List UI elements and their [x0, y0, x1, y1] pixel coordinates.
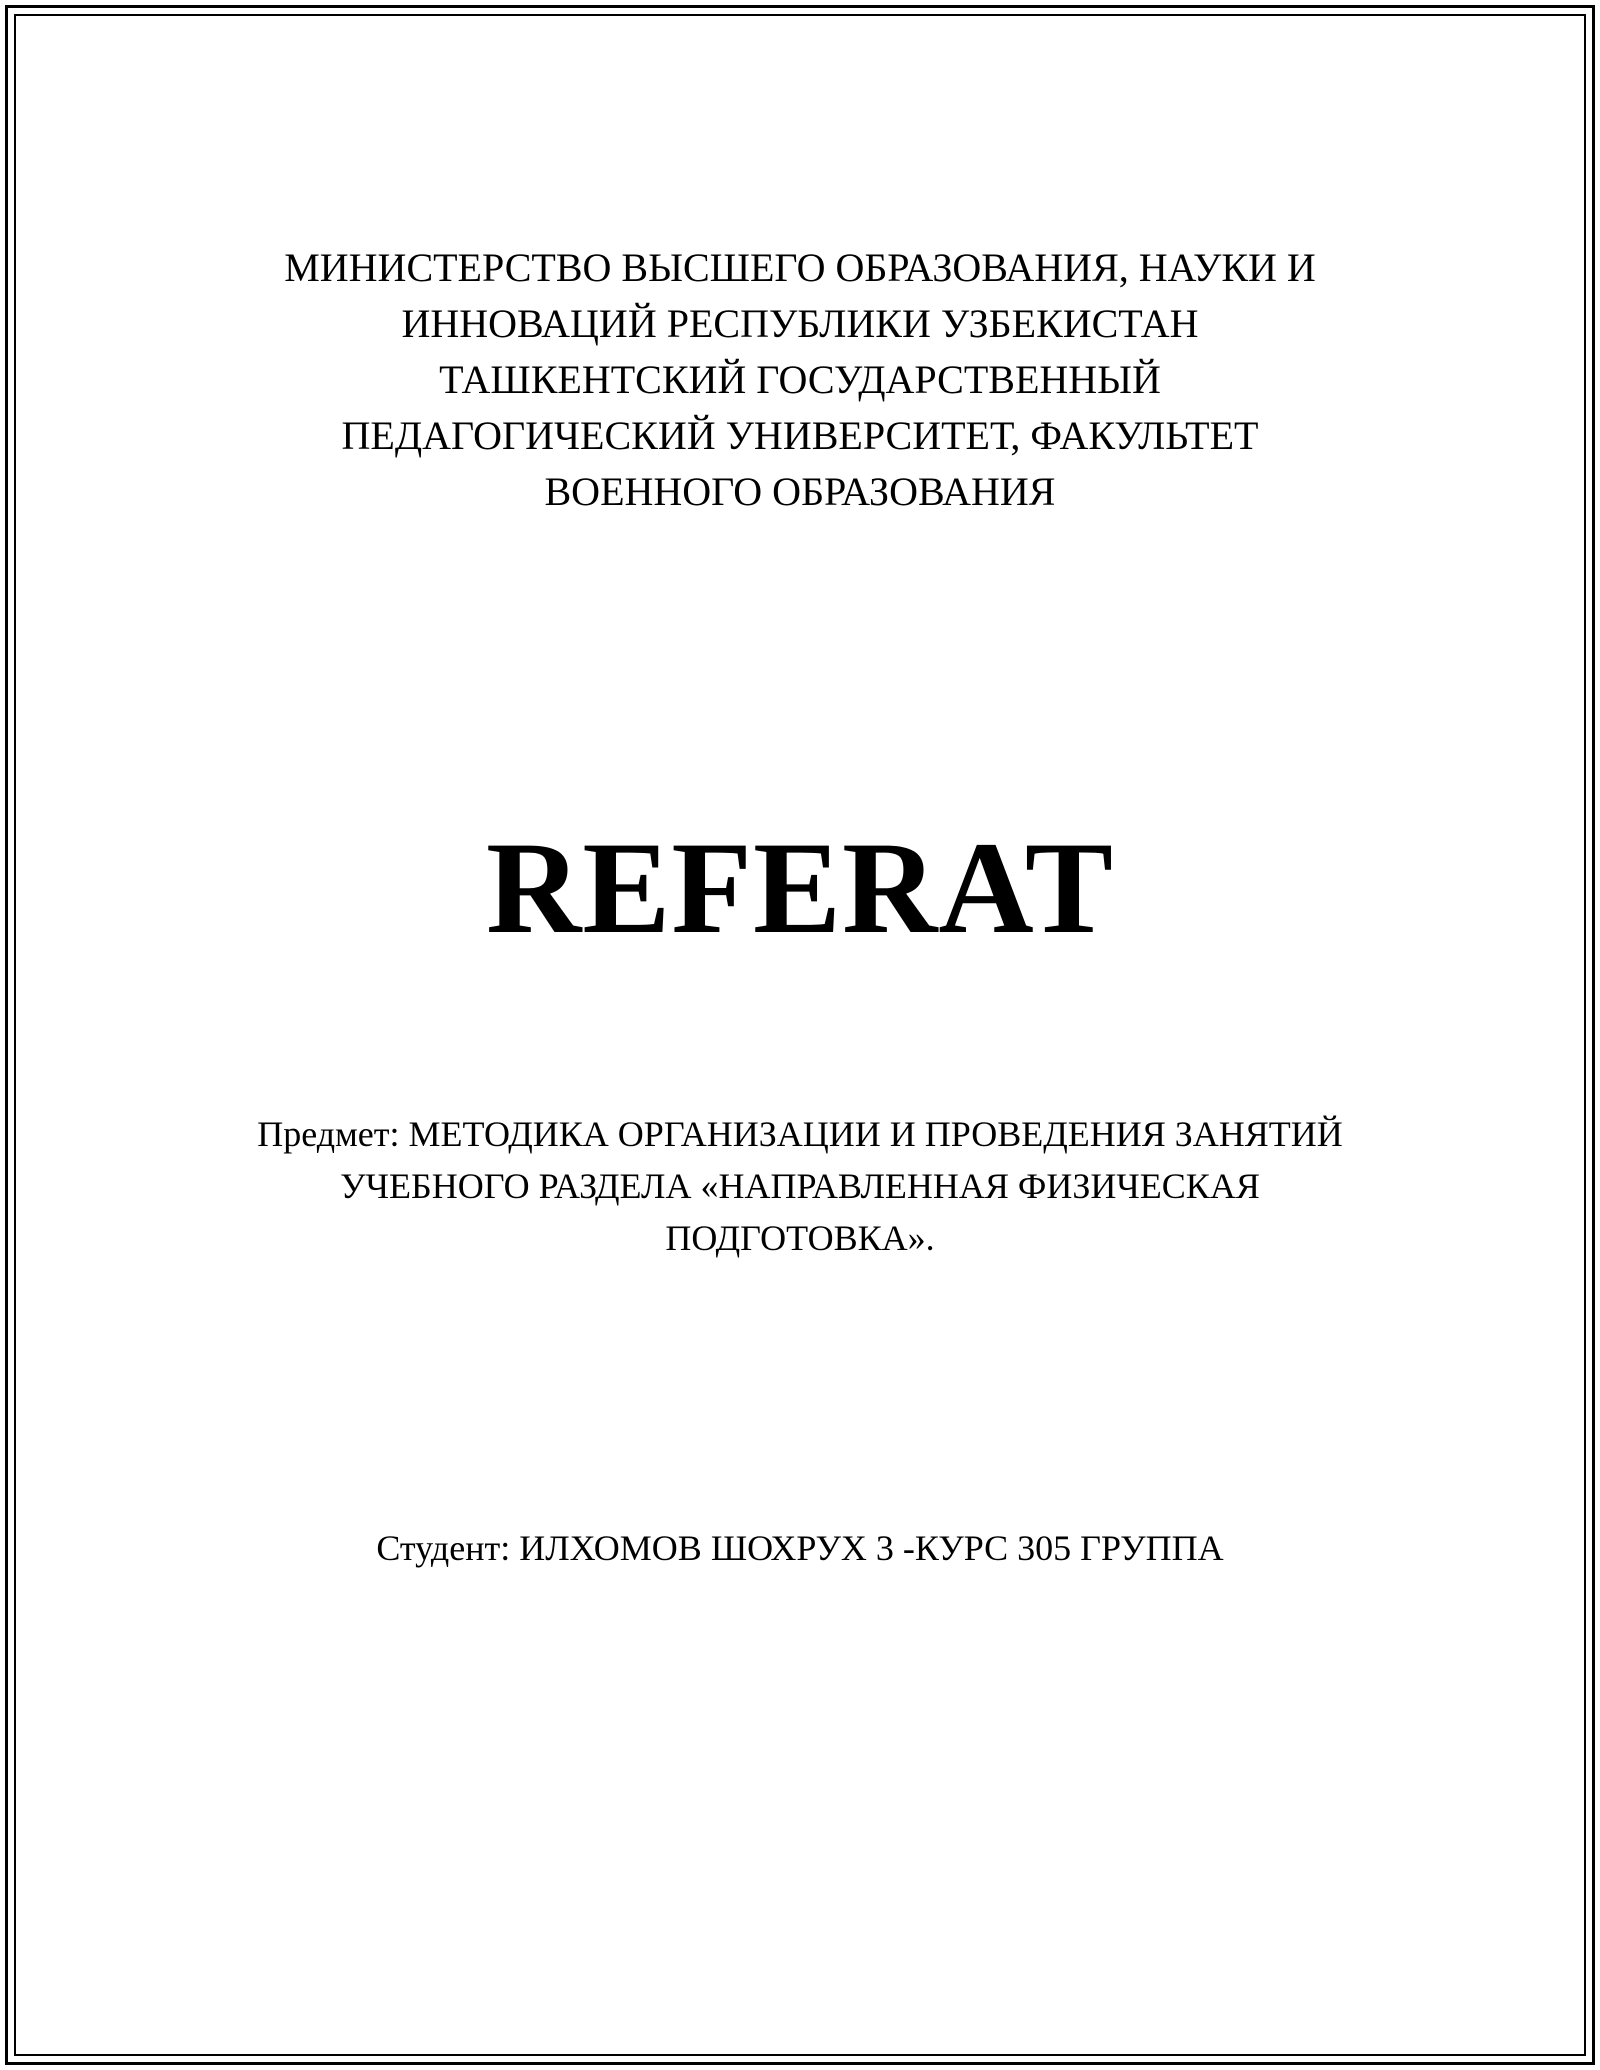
header-line: ВОЕННОГО ОБРАЗОВАНИЯ — [544, 469, 1056, 514]
header-line: ИННОВАЦИЙ РЕСПУБЛИКИ УЗБЕКИСТАН — [401, 301, 1199, 346]
header-line: ПЕДАГОГИЧЕСКИЙ УНИВЕРСИТЕТ, ФАКУЛЬТЕТ — [341, 413, 1259, 458]
header-line: ТАШКЕНТСКИЙ ГОСУДАРСТВЕННЫЙ — [439, 357, 1161, 402]
subject-block — [0, 1108, 1600, 1264]
subject-line: Предмет: МЕТОДИКА ОРГАНИЗАЦИИ И ПРОВЕДЕНИЯ ЗАНЯТИЙ — [257, 1114, 1343, 1154]
document-title: REFERAT — [486, 814, 1114, 961]
subject-line: ПОДГОТОВКА». — [665, 1218, 935, 1258]
header-line: МИНИСТЕРСТВО ВЫСШЕГО ОБРАЗОВАНИЯ, НАУКИ И — [284, 245, 1316, 290]
student-info: Студент: ИЛХОМОВ ШОХРУХ 3 -КУРС 305 ГРУППА — [376, 1528, 1224, 1568]
subject-line: УЧЕБНОГО РАЗДЕЛА «НАПРАВЛЕННАЯ ФИЗИЧЕСКАЯ — [340, 1166, 1260, 1206]
institution-header — [0, 240, 1600, 520]
